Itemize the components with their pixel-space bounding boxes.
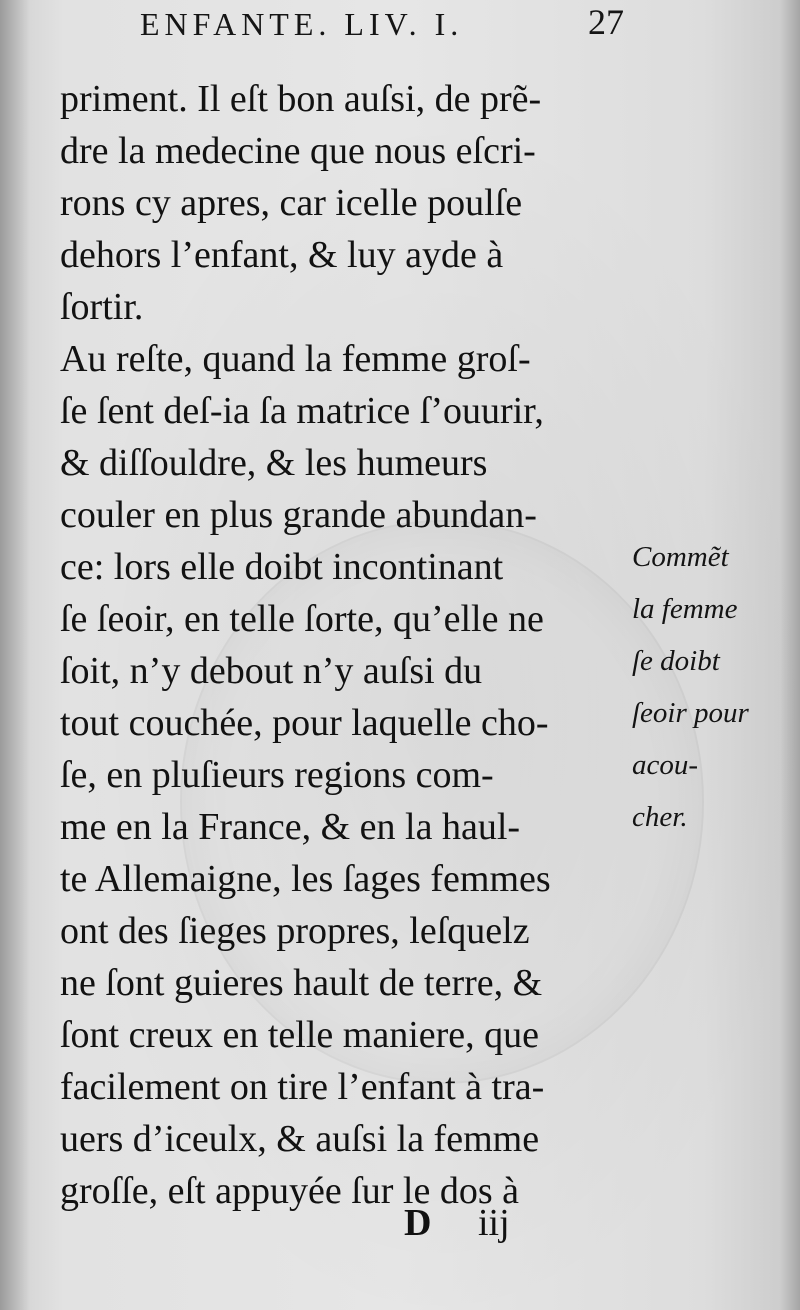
margin-note-line: ſe doibt bbox=[632, 645, 720, 677]
text-line: me en la France, & en la haul- bbox=[60, 806, 521, 848]
page-left-shadow bbox=[0, 0, 30, 1310]
text-line: te Allemaigne, les ſages femmes bbox=[60, 858, 551, 900]
text-line: ce: lors elle doibt incontinant bbox=[60, 546, 504, 588]
page-right-shadow bbox=[780, 0, 800, 1310]
signature-letter: D bbox=[404, 1202, 432, 1244]
margin-note-line: ſeoir pour bbox=[632, 697, 749, 729]
signature-number: iij bbox=[478, 1202, 510, 1244]
text-line: uers d’iceulx, & auſsi la femme bbox=[60, 1118, 540, 1160]
text-line: ſe ſeoir, en telle ſorte, qu’elle ne bbox=[60, 598, 544, 640]
text-line: couler en plus grande abundan- bbox=[60, 494, 537, 536]
text-line: dre la medecine que nous eſcri- bbox=[60, 130, 536, 172]
text-line: facilement on tire l’enfant à tra- bbox=[60, 1066, 545, 1108]
margin-note-line: Commẽt bbox=[632, 541, 729, 573]
text-line: ſoit, n’y debout n’y auſsi du bbox=[60, 650, 483, 692]
margin-note-line: cher. bbox=[632, 801, 688, 833]
text-line: ſont creux en telle maniere, que bbox=[60, 1014, 540, 1056]
text-line: ont des ſieges propres, leſquelz bbox=[60, 910, 530, 952]
text-line: groſſe, eſt appuyée ſur le dos à bbox=[60, 1170, 520, 1212]
text-line: ſe, en pluſieurs regions com- bbox=[60, 754, 494, 796]
text-line: ſe ſent deſ-ia ſa matrice ſ’ouurir, bbox=[60, 390, 544, 432]
text-line: priment. Il eſt bon auſsi, de prẽ- bbox=[60, 78, 542, 120]
text-line: Au reſte, quand la femme groſ- bbox=[60, 338, 531, 380]
margin-note-line: acou- bbox=[632, 749, 699, 781]
text-line: tout couchée, pour laquelle cho- bbox=[60, 702, 549, 744]
margin-note-line: la femme bbox=[632, 593, 738, 625]
text-line: & diſſouldre, & les humeurs bbox=[60, 442, 488, 484]
text-line: ſortir. bbox=[60, 286, 144, 328]
text-line: dehors l’enfant, & luy ayde à bbox=[60, 234, 504, 276]
signature-mark bbox=[0, 1196, 800, 1250]
text-line: rons cy apres, car icelle poulſe bbox=[60, 182, 523, 224]
page-number: 27 bbox=[588, 2, 624, 42]
running-head: ENFANTE. LIV. I. bbox=[140, 6, 464, 42]
page-header bbox=[140, 4, 640, 44]
text-line: ne ſont guieres hault de terre, & bbox=[60, 962, 543, 1004]
